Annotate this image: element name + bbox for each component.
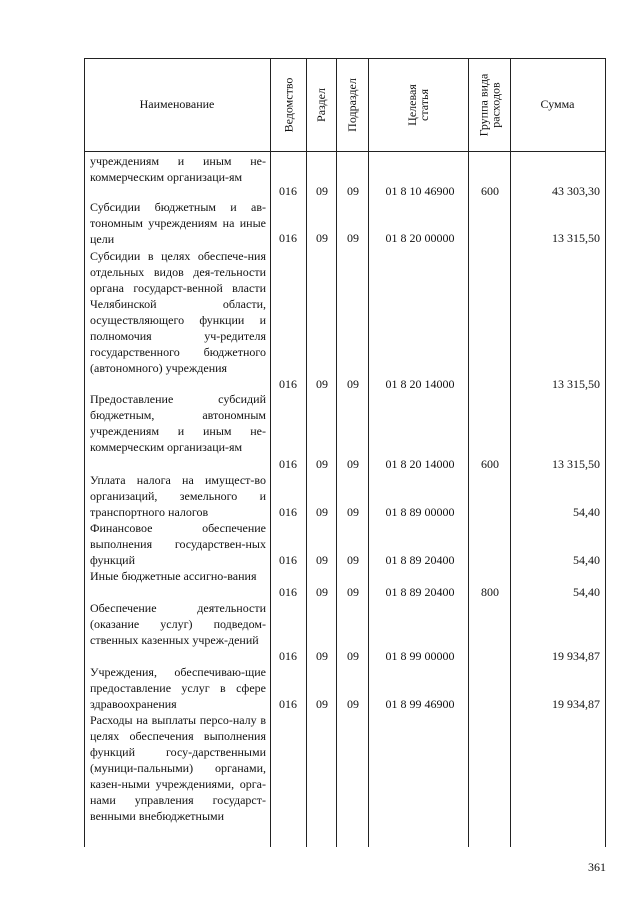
row-celevaya: 01 8 99 00000: [385, 649, 455, 663]
row-gruppa: 600: [481, 457, 499, 471]
row-podrazdel: 09: [347, 457, 359, 471]
header-ved: Ведомство: [281, 77, 296, 132]
row-name: Иные бюджетные ассигно-вания: [90, 569, 257, 583]
row-summa: 54,40: [573, 505, 600, 519]
row-ved: 016: [279, 553, 297, 567]
header-razdel: Раздел: [314, 87, 329, 122]
row-celevaya: 01 8 89 00000: [385, 505, 455, 519]
row-razdel: 09: [316, 553, 328, 567]
row-summa: 19 934,87: [552, 697, 600, 711]
row-name: Расходы на выплаты персо-налу в целях обеспечения выполнения функций госу-дарственными (муници-пальными) органами, казен-ными учреждениями, орга-нами управления государст-венными внебюджетными: [90, 713, 266, 823]
row-podrazdel: 09: [347, 231, 359, 245]
row-name: Обеспечение деятельности (оказание услуг) подведом-ственных казенных учреж-дений: [90, 601, 266, 647]
budget-table: [84, 58, 606, 847]
row-razdel: 09: [316, 505, 328, 519]
row-celevaya: 01 8 89 20400: [385, 553, 455, 567]
row-razdel: 09: [316, 377, 328, 391]
row-name: Субсидии бюджетным и ав-тономным учреждениям на иные цели: [90, 200, 266, 246]
header-gruppa: Группа вида расходов: [476, 73, 502, 136]
row-ved: 016: [279, 231, 297, 245]
row-name: Субсидии в целях обеспече-ния отдельных видов дея-тельности органа государст-венной власти Челябинской области, осуществляющего функции и полномочия уч-редителя государственного бюджетного (автономного) учреждения: [90, 249, 266, 375]
row-ved: 016: [279, 585, 297, 599]
row-celevaya: 01 8 20 14000: [385, 457, 455, 471]
row-ved: 016: [279, 457, 297, 471]
row-razdel: 09: [316, 231, 328, 245]
row-podrazdel: 09: [347, 697, 359, 711]
header-name: Наименование: [139, 97, 215, 111]
row-summa: 43 303,30: [552, 184, 600, 198]
row-ved: 016: [279, 377, 297, 391]
row-podrazdel: 09: [347, 505, 359, 519]
page-number: 361: [588, 860, 606, 874]
row-podrazdel: 09: [347, 585, 359, 599]
row-summa: 54,40: [573, 553, 600, 567]
row-summa: 13 315,50: [552, 457, 600, 471]
row-name: Предоставление субсидий бюджетным, автономным учреждениям и иным не-коммерческим организаци-ям: [90, 392, 266, 454]
row-summa: 13 315,50: [552, 231, 600, 245]
row-gruppa: 800: [481, 585, 499, 599]
header-summa: Сумма: [540, 97, 575, 111]
row-name: учреждениям и иным не-коммерческим организаци-ям: [90, 154, 266, 184]
row-razdel: 09: [316, 585, 328, 599]
row-razdel: 09: [316, 649, 328, 663]
row-celevaya: 01 8 20 14000: [385, 377, 455, 391]
row-razdel: 09: [316, 184, 328, 198]
row-ved: 016: [279, 505, 297, 519]
header-celevaya: Целевая статья: [404, 83, 431, 126]
row-ved: 016: [279, 184, 297, 198]
row-summa: 19 934,87: [552, 649, 600, 663]
row-podrazdel: 09: [347, 377, 359, 391]
row-ved: 016: [279, 649, 297, 663]
row-celevaya: 01 8 89 20400: [385, 585, 455, 599]
row-podrazdel: 09: [347, 553, 359, 567]
row-gruppa: 600: [481, 184, 499, 198]
row-ved: 016: [279, 697, 297, 711]
row-summa: 54,40: [573, 585, 600, 599]
row-celevaya: 01 8 20 00000: [385, 231, 455, 245]
row-razdel: 09: [316, 697, 328, 711]
row-celevaya: 01 8 10 46900: [385, 184, 455, 198]
row-celevaya: 01 8 99 46900: [385, 697, 455, 711]
row-podrazdel: 09: [347, 184, 359, 198]
header-podrazdel: Подраздел: [345, 77, 360, 132]
row-name: Учреждения, обеспечиваю-щие предоставление услуг в сфере здравоохранения: [90, 665, 266, 711]
row-name: Уплата налога на имущест-во организаций, земельного и транспортного налогов: [90, 473, 266, 519]
row-name: Финансовое обеспечение выполнения государствен-ных функций: [90, 521, 266, 567]
row-razdel: 09: [316, 457, 328, 471]
row-podrazdel: 09: [347, 649, 359, 663]
row-summa: 13 315,50: [552, 377, 600, 391]
